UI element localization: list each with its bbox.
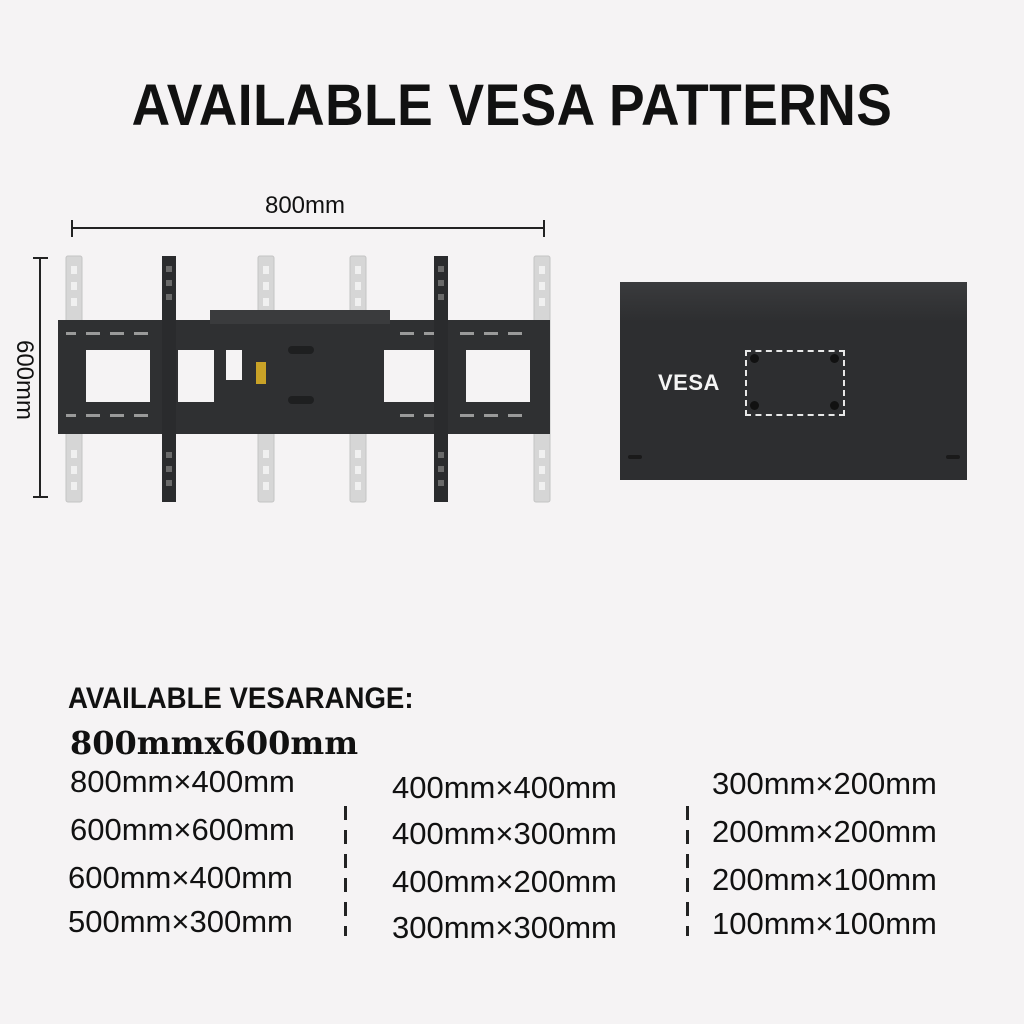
vesa-size: 100mm×100mm [712, 906, 937, 941]
vesa-size: 200mm×200mm [712, 814, 937, 849]
vesa-size: 800mm×400mm [70, 764, 295, 799]
height-dimension-line [33, 258, 48, 497]
vesa-size: 500mm×300mm [68, 904, 293, 939]
vesa-hole [830, 401, 839, 410]
vesa-size: 200mm×100mm [712, 862, 937, 897]
page-title: AVAILABLE VESA PATTERNS [131, 73, 893, 138]
width-dimension-line [72, 220, 544, 237]
vesa-size: 300mm×300mm [392, 910, 617, 945]
vesa-hole [830, 354, 839, 363]
column-separator [686, 806, 689, 936]
vesa-size: 600mm×600mm [70, 812, 295, 847]
vesa-size: 300mm×200mm [712, 766, 937, 801]
tv-back-illustration [620, 282, 967, 480]
column-separator [344, 806, 347, 936]
width-dimension-label: 800mm [264, 192, 346, 219]
vesa-hole [750, 401, 759, 410]
vesa-range-heading: AVAILABLE VESARANGE: [68, 682, 414, 715]
mount-frame [58, 310, 550, 434]
tv-top-edge [620, 282, 967, 322]
height-dimension-label: 600mm [11, 339, 38, 421]
vesa-hole [750, 354, 759, 363]
tv-vesa-label: VESA [658, 370, 720, 395]
vesa-size: 400mm×200mm [392, 864, 617, 899]
tv-slot [946, 455, 960, 459]
vesa-size: 600mm×400mm [68, 860, 293, 895]
vesa-size: 400mm×300mm [392, 816, 617, 851]
vesa-max-size: 800mmx600mm [70, 724, 359, 762]
vesa-size: 400mm×400mm [392, 770, 617, 805]
tv-slot [628, 455, 642, 459]
